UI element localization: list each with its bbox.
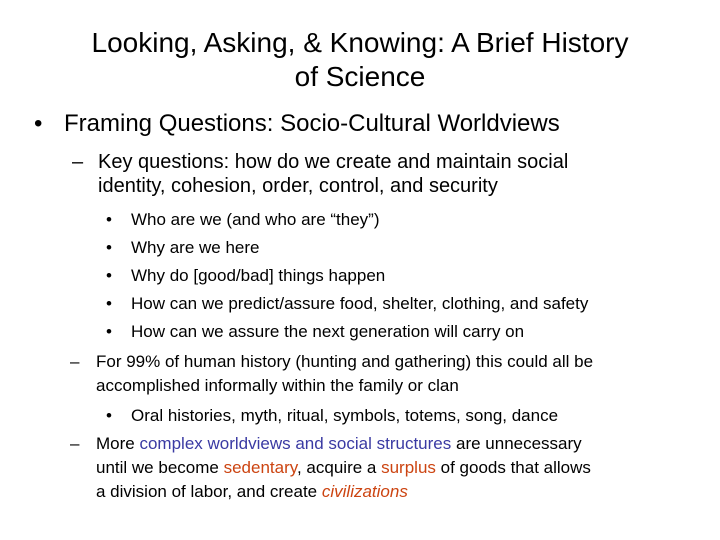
list-item-text: Who are we (and who are “they”) [131,210,380,229]
list-item-text: Why are we here [131,238,260,257]
history-bullet [70,350,696,398]
bullet-marker: • [106,210,112,229]
text-run: are unnecessary [451,434,582,453]
bullet-marker: • [106,238,112,257]
key-questions-line-1: Key questions: how do we create and maintain social [98,151,569,173]
complex-bullet [70,432,696,504]
text-run: of goods that allows [435,458,591,477]
bullet-marker: • [106,406,112,425]
title-line-1: Looking, Asking, & Knowing: A Brief History [91,27,629,58]
list-item-text: How can we predict/assure food, shelter, clothing, and safety [131,294,589,313]
highlight-civilizations: civilizations [321,482,408,501]
bullet-marker: • [106,294,112,313]
text-run: , acquire a [296,458,382,477]
main-bullet-text: Framing Questions: Socio-Cultural Worldviews [64,110,560,137]
key-questions-bullet [72,150,698,198]
list-item [106,262,386,290]
list-item [106,290,589,318]
dash-marker: – [70,352,80,371]
list-item-text: Oral histories, myth, ritual, symbols, totems, song, dance [131,406,559,425]
history-line-1: For 99% of human history (hunting and gathering) this could all be [96,352,594,371]
title-line-2: of Science [294,61,426,92]
history-line-2: accomplished informally within the family or clan [96,376,459,395]
list-item [106,402,559,430]
slide-title [0,26,720,94]
list-item-text: How can we assure the next generation will carry on [131,322,525,341]
bullet-marker: • [34,110,43,137]
list-item [106,206,380,234]
dash-marker: – [70,434,80,453]
key-questions-line-2: identity, cohesion, order, control, and security [98,175,498,197]
text-run: a division of labor, and create [96,482,322,501]
list-item-text: Why do [good/bad] things happen [131,266,386,285]
complex-line-2 [96,456,696,480]
highlight-sedentary: sedentary [223,458,297,477]
dash-marker: – [72,151,84,173]
bullet-marker: • [106,266,112,285]
bullet-marker: • [106,322,112,341]
list-item [106,318,525,346]
text-run: until we become [96,458,224,477]
highlight-complex-worldviews: complex worldviews and social structures [139,434,452,453]
list-item [106,234,260,262]
text-run: More [96,434,140,453]
complex-line-1 [96,432,696,456]
complex-line-3 [96,480,696,504]
highlight-surplus: surplus [381,458,436,477]
